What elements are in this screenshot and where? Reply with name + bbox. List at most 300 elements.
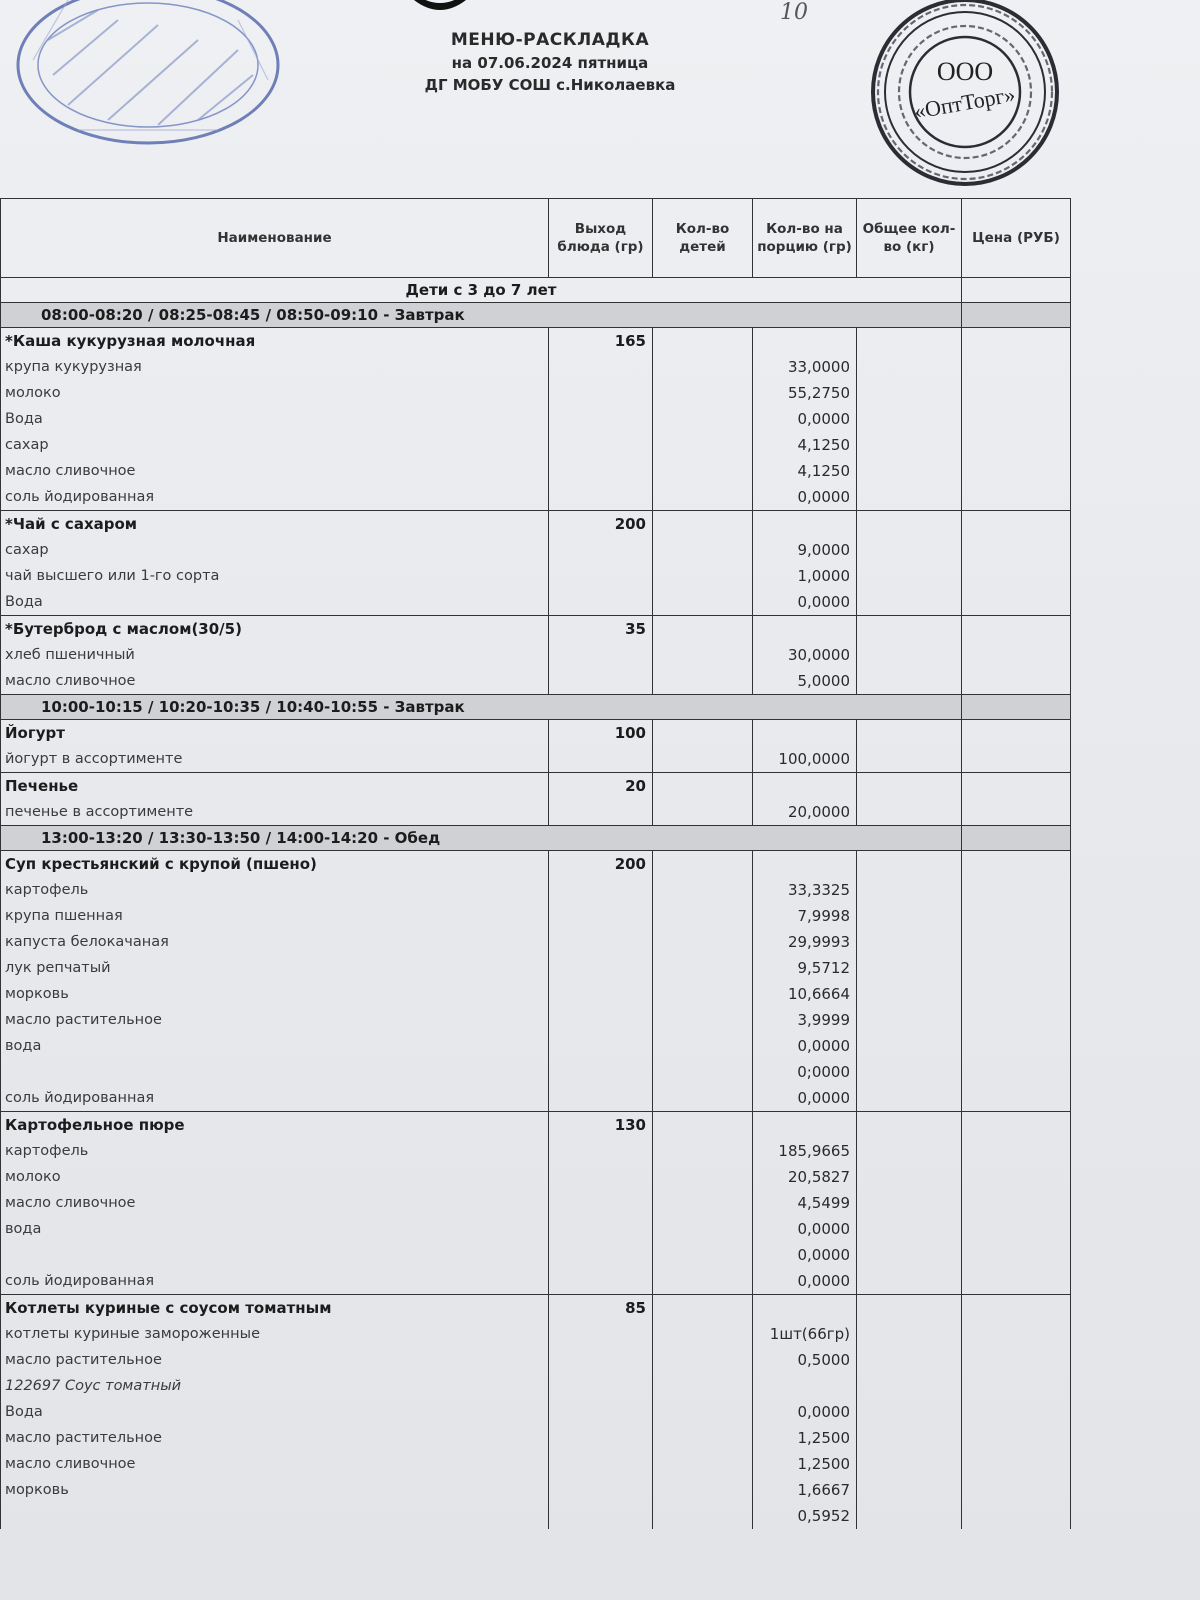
ingredient-portion: 5,0000 <box>753 668 857 695</box>
ingredient-price-cell <box>962 1477 1071 1503</box>
dish-price-cell <box>962 511 1071 538</box>
ingredient-portion: 1шт(66гр) <box>753 1321 857 1347</box>
ingredient-kids-cell <box>653 1399 753 1425</box>
ingredient-row <box>1 1477 1071 1503</box>
dish-output: 200 <box>549 511 653 538</box>
dish-output: 200 <box>549 851 653 878</box>
ingredient-output-cell <box>549 354 653 380</box>
ingredient-output-cell <box>549 929 653 955</box>
ingredient-total-cell <box>857 1451 962 1477</box>
ingredient-name: соль йодированная <box>1 1268 549 1295</box>
ingredient-total-cell <box>857 1085 962 1112</box>
ingredient-price-cell <box>962 1451 1071 1477</box>
ingredient-name <box>1 1503 549 1529</box>
stamp-text-line2: «ОптТорг» <box>912 81 1018 124</box>
ingredient-price-cell <box>962 1503 1071 1529</box>
ingredient-kids-cell <box>653 406 753 432</box>
ingredient-price-cell <box>962 1085 1071 1112</box>
ingredient-output-cell <box>549 432 653 458</box>
ingredient-row <box>1 1503 1071 1529</box>
ingredient-kids-cell <box>653 903 753 929</box>
school-logo-icon <box>412 0 468 16</box>
ingredient-price-cell <box>962 1164 1071 1190</box>
dish-total-cell <box>857 851 962 878</box>
ingredient-name: соль йодированная <box>1 1085 549 1112</box>
dish-portion-cell <box>753 1112 857 1139</box>
ingredient-portion: 20,0000 <box>753 799 857 826</box>
ingredient-total-cell <box>857 563 962 589</box>
ingredient-row <box>1 1190 1071 1216</box>
age-group-price-cell <box>962 278 1071 303</box>
dish-kids-cell <box>653 1112 753 1139</box>
ingredient-portion: 33,0000 <box>753 354 857 380</box>
dish-portion-cell <box>753 773 857 800</box>
ingredient-name <box>1 1059 549 1085</box>
ingredient-price-cell <box>962 563 1071 589</box>
dish-name: Картофельное пюре <box>1 1112 549 1139</box>
dish-portion-cell <box>753 1295 857 1322</box>
ingredient-price-cell <box>962 1059 1071 1085</box>
ingredient-price-cell <box>962 955 1071 981</box>
dish-portion-cell <box>753 720 857 747</box>
ingredient-price-cell <box>962 1190 1071 1216</box>
dish-row <box>1 511 1071 538</box>
meal-label: 13:00-13:20 / 13:30-13:50 / 14:00-14:20 - Обед <box>1 826 962 851</box>
ingredient-name: соль йодированная <box>1 484 549 511</box>
ingredient-total-cell <box>857 1216 962 1242</box>
ingredient-price-cell <box>962 537 1071 563</box>
ingredient-price-cell <box>962 1033 1071 1059</box>
ingredient-kids-cell <box>653 1033 753 1059</box>
ingredient-price-cell <box>962 589 1071 616</box>
dish-price-cell <box>962 720 1071 747</box>
ingredient-name: картофель <box>1 877 549 903</box>
ingredient-kids-cell <box>653 746 753 773</box>
dish-row <box>1 1295 1071 1322</box>
ingredient-portion: 0,5000 <box>753 1347 857 1373</box>
ingredient-name: масло сливочное <box>1 1451 549 1477</box>
ingredient-row <box>1 929 1071 955</box>
ingredient-output-cell <box>549 1503 653 1529</box>
ingredient-output-cell <box>549 484 653 511</box>
ingredient-name: масло растительное <box>1 1425 549 1451</box>
dish-price-cell <box>962 851 1071 878</box>
dish-total-cell <box>857 1112 962 1139</box>
dish-price-cell <box>962 1112 1071 1139</box>
meal-label: 08:00-08:20 / 08:25-08:45 / 08:50-09:10 - Завтрак <box>1 303 962 328</box>
ingredient-price-cell <box>962 1399 1071 1425</box>
ingredient-portion: 1,2500 <box>753 1451 857 1477</box>
ingredient-total-cell <box>857 746 962 773</box>
ingredient-name: капуста белокачаная <box>1 929 549 955</box>
ingredient-total-cell <box>857 1268 962 1295</box>
ingredient-total-cell <box>857 1138 962 1164</box>
ingredient-price-cell <box>962 1216 1071 1242</box>
ingredient-portion: 0,0000 <box>753 589 857 616</box>
ingredient-row <box>1 432 1071 458</box>
ingredient-output-cell <box>549 981 653 1007</box>
ingredient-price-cell <box>962 877 1071 903</box>
dish-name: *Каша кукурузная молочная <box>1 328 549 355</box>
ingredient-price-cell <box>962 981 1071 1007</box>
ingredient-total-cell <box>857 1321 962 1347</box>
dish-kids-cell <box>653 773 753 800</box>
ingredient-kids-cell <box>653 1216 753 1242</box>
ingredient-total-cell <box>857 1242 962 1268</box>
ingredient-portion: 4,1250 <box>753 432 857 458</box>
col-header-portion: Кол-во на порцию (гр) <box>753 199 857 278</box>
table-header-row <box>1 199 1071 278</box>
dish-price-cell <box>962 1295 1071 1322</box>
dish-name: Суп крестьянский с крупой (пшено) <box>1 851 549 878</box>
ingredient-output-cell <box>549 1164 653 1190</box>
ingredient-output-cell <box>549 1268 653 1295</box>
ingredient-name: котлеты куриные замороженные <box>1 1321 549 1347</box>
age-group-label: Дети с 3 до 7 лет <box>1 278 962 303</box>
ingredient-total-cell <box>857 929 962 955</box>
col-header-name: Наименование <box>1 199 549 278</box>
meal-price-cell <box>962 695 1071 720</box>
ingredient-output-cell <box>549 1451 653 1477</box>
ingredient-name: крупа пшенная <box>1 903 549 929</box>
ingredient-output-cell <box>549 1059 653 1085</box>
ingredient-total-cell <box>857 1059 962 1085</box>
dish-name: Печенье <box>1 773 549 800</box>
dish-row <box>1 720 1071 747</box>
ingredient-kids-cell <box>653 354 753 380</box>
dish-name: Котлеты куриные с соусом томатным <box>1 1295 549 1322</box>
ingredient-portion: 7,9998 <box>753 903 857 929</box>
ingredient-name: лук репчатый <box>1 955 549 981</box>
ingredient-price-cell <box>962 903 1071 929</box>
ingredient-output-cell <box>549 1373 653 1399</box>
dish-portion-cell <box>753 616 857 643</box>
ingredient-row <box>1 458 1071 484</box>
ingredient-total-cell <box>857 668 962 695</box>
dish-total-cell <box>857 511 962 538</box>
dish-kids-cell <box>653 328 753 355</box>
ingredient-output-cell <box>549 877 653 903</box>
ingredient-row <box>1 380 1071 406</box>
ingredient-kids-cell <box>653 1425 753 1451</box>
ingredient-output-cell <box>549 799 653 826</box>
ingredient-row <box>1 1425 1071 1451</box>
ingredient-price-cell <box>962 1242 1071 1268</box>
ingredient-row <box>1 484 1071 511</box>
ingredient-kids-cell <box>653 1347 753 1373</box>
ingredient-kids-cell <box>653 563 753 589</box>
ingredient-row <box>1 537 1071 563</box>
ingredient-name: морковь <box>1 1477 549 1503</box>
ingredient-kids-cell <box>653 537 753 563</box>
ingredient-kids-cell <box>653 1085 753 1112</box>
ingredient-name: сахар <box>1 432 549 458</box>
ingredient-portion: 4,5499 <box>753 1190 857 1216</box>
ingredient-name: Вода <box>1 589 549 616</box>
ingredient-portion <box>753 1373 857 1399</box>
ingredient-output-cell <box>549 380 653 406</box>
ingredient-portion: 3,9999 <box>753 1007 857 1033</box>
ingredient-row <box>1 981 1071 1007</box>
ingredient-row <box>1 1085 1071 1112</box>
ingredient-price-cell <box>962 1138 1071 1164</box>
ingredient-name: масло сливочное <box>1 458 549 484</box>
dish-kids-cell <box>653 851 753 878</box>
dish-kids-cell <box>653 511 753 538</box>
dish-total-cell <box>857 328 962 355</box>
ingredient-total-cell <box>857 589 962 616</box>
ingredient-price-cell <box>962 432 1071 458</box>
ingredient-portion: 10,6664 <box>753 981 857 1007</box>
ingredient-price-cell <box>962 929 1071 955</box>
ingredient-portion: 0,0000 <box>753 1085 857 1112</box>
dish-output: 100 <box>549 720 653 747</box>
ingredient-row <box>1 642 1071 668</box>
ingredient-output-cell <box>549 642 653 668</box>
document-title: МЕНЮ-РАСКЛАДКА <box>450 30 650 50</box>
ingredient-row <box>1 1399 1071 1425</box>
ingredient-total-cell <box>857 380 962 406</box>
dish-row <box>1 851 1071 878</box>
ingredient-row <box>1 955 1071 981</box>
ingredient-output-cell <box>549 563 653 589</box>
age-group-row <box>1 278 1071 303</box>
ingredient-total-cell <box>857 537 962 563</box>
ingredient-kids-cell <box>653 1373 753 1399</box>
dish-price-cell <box>962 328 1071 355</box>
ingredient-total-cell <box>857 955 962 981</box>
dish-total-cell <box>857 616 962 643</box>
meal-price-cell <box>962 303 1071 328</box>
ingredient-portion: 0,0000 <box>753 1399 857 1425</box>
ingredient-price-cell <box>962 799 1071 826</box>
dish-row <box>1 616 1071 643</box>
ingredient-output-cell <box>549 1347 653 1373</box>
ingredient-total-cell <box>857 406 962 432</box>
blue-approval-stamp-icon <box>8 0 288 155</box>
document-organization: ДГ МОБУ СОШ с.Николаевка <box>424 76 676 94</box>
ingredient-row <box>1 354 1071 380</box>
ingredient-total-cell <box>857 1399 962 1425</box>
ingredient-name: Вода <box>1 406 549 432</box>
ingredient-output-cell <box>549 1425 653 1451</box>
ingredient-portion: 4,1250 <box>753 458 857 484</box>
dish-kids-cell <box>653 616 753 643</box>
ingredient-kids-cell <box>653 1138 753 1164</box>
dish-row <box>1 1112 1071 1139</box>
ingredient-row <box>1 1268 1071 1295</box>
ingredient-output-cell <box>549 1138 653 1164</box>
ingredient-total-cell <box>857 1373 962 1399</box>
dish-name: *Бутерброд с маслом(30/5) <box>1 616 549 643</box>
ingredient-total-cell <box>857 1190 962 1216</box>
ingredient-kids-cell <box>653 484 753 511</box>
ingredient-total-cell <box>857 1347 962 1373</box>
ingredient-total-cell <box>857 1503 962 1529</box>
ingredient-name: чай высшего или 1-го сорта <box>1 563 549 589</box>
ingredient-output-cell <box>549 406 653 432</box>
ingredient-portion: 20,5827 <box>753 1164 857 1190</box>
dish-row <box>1 773 1071 800</box>
dish-portion-cell <box>753 328 857 355</box>
ingredient-portion: 55,2750 <box>753 380 857 406</box>
dish-kids-cell <box>653 720 753 747</box>
ingredient-row <box>1 1059 1071 1085</box>
ingredient-total-cell <box>857 458 962 484</box>
ingredient-name: масло сливочное <box>1 668 549 695</box>
ingredient-kids-cell <box>653 799 753 826</box>
ingredient-row <box>1 1242 1071 1268</box>
ingredient-price-cell <box>962 1321 1071 1347</box>
ingredient-kids-cell <box>653 1007 753 1033</box>
ingredient-row <box>1 1007 1071 1033</box>
dish-row <box>1 328 1071 355</box>
col-header-price: Цена (РУБ) <box>962 199 1071 278</box>
ingredient-kids-cell <box>653 1242 753 1268</box>
ingredient-output-cell <box>549 903 653 929</box>
dish-portion-cell <box>753 851 857 878</box>
ingredient-kids-cell <box>653 1321 753 1347</box>
meal-row <box>1 826 1071 851</box>
ingredient-output-cell <box>549 1190 653 1216</box>
ingredient-name: печенье в ассортименте <box>1 799 549 826</box>
ingredient-portion: 30,0000 <box>753 642 857 668</box>
ingredient-name: вода <box>1 1033 549 1059</box>
ingredient-output-cell <box>549 537 653 563</box>
handwritten-mark: 10 <box>780 0 808 25</box>
ingredient-price-cell <box>962 1268 1071 1295</box>
col-header-out: Выход блюда (гр) <box>549 199 653 278</box>
ingredient-output-cell <box>549 1242 653 1268</box>
ingredient-row <box>1 1451 1071 1477</box>
meal-row <box>1 303 1071 328</box>
ingredient-kids-cell <box>653 877 753 903</box>
ingredient-portion: 0;0000 <box>753 1059 857 1085</box>
ingredient-name: йогурт в ассортименте <box>1 746 549 773</box>
ingredient-total-cell <box>857 877 962 903</box>
dish-name: Йогурт <box>1 720 549 747</box>
ingredient-price-cell <box>962 668 1071 695</box>
ingredient-row <box>1 589 1071 616</box>
ingredient-output-cell <box>549 1085 653 1112</box>
dish-portion-cell <box>753 511 857 538</box>
ingredient-price-cell <box>962 406 1071 432</box>
ingredient-portion: 1,2500 <box>753 1425 857 1451</box>
ingredient-row <box>1 1138 1071 1164</box>
ingredient-row <box>1 746 1071 773</box>
menu-table <box>0 198 1071 1529</box>
ingredient-row <box>1 1347 1071 1373</box>
ingredient-portion: 9,0000 <box>753 537 857 563</box>
ingredient-portion: 0,0000 <box>753 1033 857 1059</box>
ingredient-name: 122697 Соус томатный <box>1 1373 549 1399</box>
ingredient-kids-cell <box>653 1477 753 1503</box>
menu-table-body <box>1 278 1071 1530</box>
stamp-text-line1: ООО <box>936 57 994 86</box>
ingredient-kids-cell <box>653 1059 753 1085</box>
ingredient-name: морковь <box>1 981 549 1007</box>
ingredient-output-cell <box>549 1477 653 1503</box>
ingredient-price-cell <box>962 380 1071 406</box>
ingredient-total-cell <box>857 1164 962 1190</box>
ingredient-kids-cell <box>653 929 753 955</box>
dish-price-cell <box>962 773 1071 800</box>
ingredient-kids-cell <box>653 642 753 668</box>
ingredient-name: масло сливочное <box>1 1190 549 1216</box>
ingredient-kids-cell <box>653 458 753 484</box>
ingredient-total-cell <box>857 354 962 380</box>
dish-price-cell <box>962 616 1071 643</box>
ingredient-output-cell <box>549 1033 653 1059</box>
ingredient-kids-cell <box>653 589 753 616</box>
ingredient-total-cell <box>857 903 962 929</box>
ingredient-output-cell <box>549 955 653 981</box>
ingredient-row <box>1 1164 1071 1190</box>
ingredient-name: Вода <box>1 1399 549 1425</box>
ingredient-row <box>1 877 1071 903</box>
ingredient-portion: 100,0000 <box>753 746 857 773</box>
ingredient-kids-cell <box>653 1164 753 1190</box>
ingredient-output-cell <box>549 1216 653 1242</box>
dish-kids-cell <box>653 1295 753 1322</box>
ingredient-total-cell <box>857 1477 962 1503</box>
ingredient-kids-cell <box>653 1451 753 1477</box>
ingredient-portion: 33,3325 <box>753 877 857 903</box>
ingredient-portion: 0,0000 <box>753 406 857 432</box>
document-header <box>300 30 800 94</box>
ingredient-name: масло растительное <box>1 1347 549 1373</box>
ingredient-price-cell <box>962 354 1071 380</box>
ingredient-name: молоко <box>1 380 549 406</box>
ingredient-total-cell <box>857 1033 962 1059</box>
ingredient-price-cell <box>962 484 1071 511</box>
ingredient-portion: 29,9993 <box>753 929 857 955</box>
ingredient-price-cell <box>962 1347 1071 1373</box>
ingredient-row <box>1 1321 1071 1347</box>
ingredient-price-cell <box>962 1007 1071 1033</box>
meal-row <box>1 695 1071 720</box>
ingredient-portion: 1,0000 <box>753 563 857 589</box>
ingredient-kids-cell <box>653 1268 753 1295</box>
ingredient-portion: 0,5952 <box>753 1503 857 1529</box>
meal-price-cell <box>962 826 1071 851</box>
dish-name: *Чай с сахаром <box>1 511 549 538</box>
ingredient-kids-cell <box>653 380 753 406</box>
ingredient-name: сахар <box>1 537 549 563</box>
ingredient-output-cell <box>549 589 653 616</box>
ingredient-total-cell <box>857 432 962 458</box>
dish-total-cell <box>857 773 962 800</box>
ingredient-total-cell <box>857 799 962 826</box>
ingredient-total-cell <box>857 484 962 511</box>
ingredient-portion: 0,0000 <box>753 1242 857 1268</box>
ingredient-kids-cell <box>653 1190 753 1216</box>
company-stamp-icon <box>860 0 1070 190</box>
ingredient-name: молоко <box>1 1164 549 1190</box>
ingredient-row <box>1 563 1071 589</box>
ingredient-portion: 9,5712 <box>753 955 857 981</box>
ingredient-row <box>1 1373 1071 1399</box>
col-header-total: Общее кол-во (кг) <box>857 199 962 278</box>
ingredient-name: картофель <box>1 1138 549 1164</box>
ingredient-row <box>1 1216 1071 1242</box>
ingredient-name: вода <box>1 1216 549 1242</box>
dish-output: 130 <box>549 1112 653 1139</box>
ingredient-portion: 185,9665 <box>753 1138 857 1164</box>
ingredient-row <box>1 406 1071 432</box>
ingredient-row <box>1 1033 1071 1059</box>
ingredient-portion: 0,0000 <box>753 1268 857 1295</box>
